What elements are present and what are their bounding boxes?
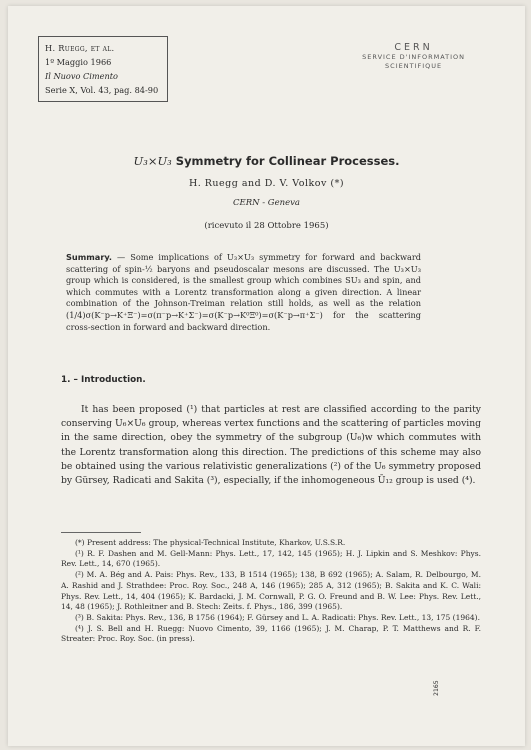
cern-scientifique: SCIENTIFIQUE [385, 62, 443, 70]
citation-journal: Il Nuovo Cimento [45, 71, 118, 81]
section-heading: 1. – Introduction. [61, 375, 146, 385]
received-date: (ricevuto il 28 Ottobre 1965) [204, 221, 329, 231]
cern-name: CERN [394, 42, 433, 53]
footnote: (*) Present address: The physical-Technical Institute, Kharkov, U.S.S.R. [75, 538, 346, 547]
paper-title [8, 154, 525, 168]
title-symmetry: U₃×U₃ [133, 154, 172, 168]
summary-text: — Some implications of U₃×U₃ symmetry for forward and backward scattering of spin-½ baryons and pseudoscalar mesons are discussed. The U₃×U₃ group which is considered, is the smallest group which combines SU₃ and spin, and which commutes with a Lorentz transformation along a given direction. A linear combination of the Johnson-Treiman relation still holds, as well as the relation (1/4)σ(K⁻p→K⁺Ξ⁻)=σ(π⁻p→K⁺Σ⁻)=σ(K⁻p→K⁰Ξ⁰)=σ(K⁻p→π⁺Σ⁻) for the scattering cross-section in forward and backward direction. [66, 252, 422, 332]
citation-date: 1º Maggio 1966 [45, 57, 112, 67]
footnotes [61, 538, 481, 645]
footnote: (¹) R. F. Dashen and M. Gell-Mann: Phys. Lett., 17, 142, 145 (1965); H. J. Lipkin and S. Meshkov: Phys. Rev. Lett., 14, 670 (1965). [61, 548, 481, 569]
cern-service: SERVICE D'INFORMATION [362, 53, 465, 61]
summary-abstract [66, 252, 421, 333]
paper-authors: H. Ruegg and D. V. Volkov (*) [188, 178, 345, 189]
summary-lead: Summary. [66, 252, 113, 262]
paper-page [8, 6, 525, 746]
intro-paragraph: It has been proposed (¹) that particles at rest are classified according to the parity conserving U₆×U₆ group, whereas vertex functions and the scattering of particles moving in the same direction, obey the symmetry of the subgroup (U₆)w which commutes with the Lorentz transformation along this direction. The predictions of this scheme may also be obtained using the various relativistic generalizations (²) of the U₆ symmetry proposed by Gürsey, Radicati and Sakita (³), especially, if the inhomogeneous Ū₁₂ group is used (⁴). [61, 404, 481, 487]
document-stamp-number: 2165 [432, 680, 440, 696]
footnote: (³) B. Sakita: Phys. Rev., 136, B 1756 (1964); F. Gürsey and L. A. Radicati: Phys. Rev. Lett., 13, 175 (1964). [75, 612, 480, 622]
footnote: (²) M. A. Bég and A. Pais: Phys. Rev., 133, B 1514 (1965); 138, B 692 (1965); A. Salam, R. Delbourgo, M. A. Rashid and J. Strathdee: Proc. Roy. Soc., 248 A, 146 (1965); 285 A, 312 (1965); B. Sakita and K. C. Wali: Phys. Rev. Lett., 14, 404 (1965); K. Bardacki, J. M. Cornwall, P. G. O. Freund and B. W. Lee: Phys. Rev. Lett., 14, 48 (1965); J. Rothleitner and B. Stech: Zeits. f. Phys., 186, 399 (1965). [61, 570, 481, 612]
title-text: Symmetry for Collinear Processes. [175, 154, 400, 168]
citation-box [38, 36, 168, 102]
cern-header [362, 42, 465, 71]
paper-affiliation: CERN - Geneva [232, 198, 301, 208]
footnote-divider [61, 532, 141, 533]
citation-volume: Serie X, Vol. 43, pag. 84-90 [45, 85, 159, 95]
citation-authors: H. Ruegg, et al. [45, 43, 115, 53]
footnote: (⁴) J. S. Bell and H. Ruegg: Nuovo Cimento, 39, 1166 (1965); J. M. Charap, P. T. Matthews and R. F. Streater: Proc. Roy. Soc. (in press). [61, 623, 481, 644]
